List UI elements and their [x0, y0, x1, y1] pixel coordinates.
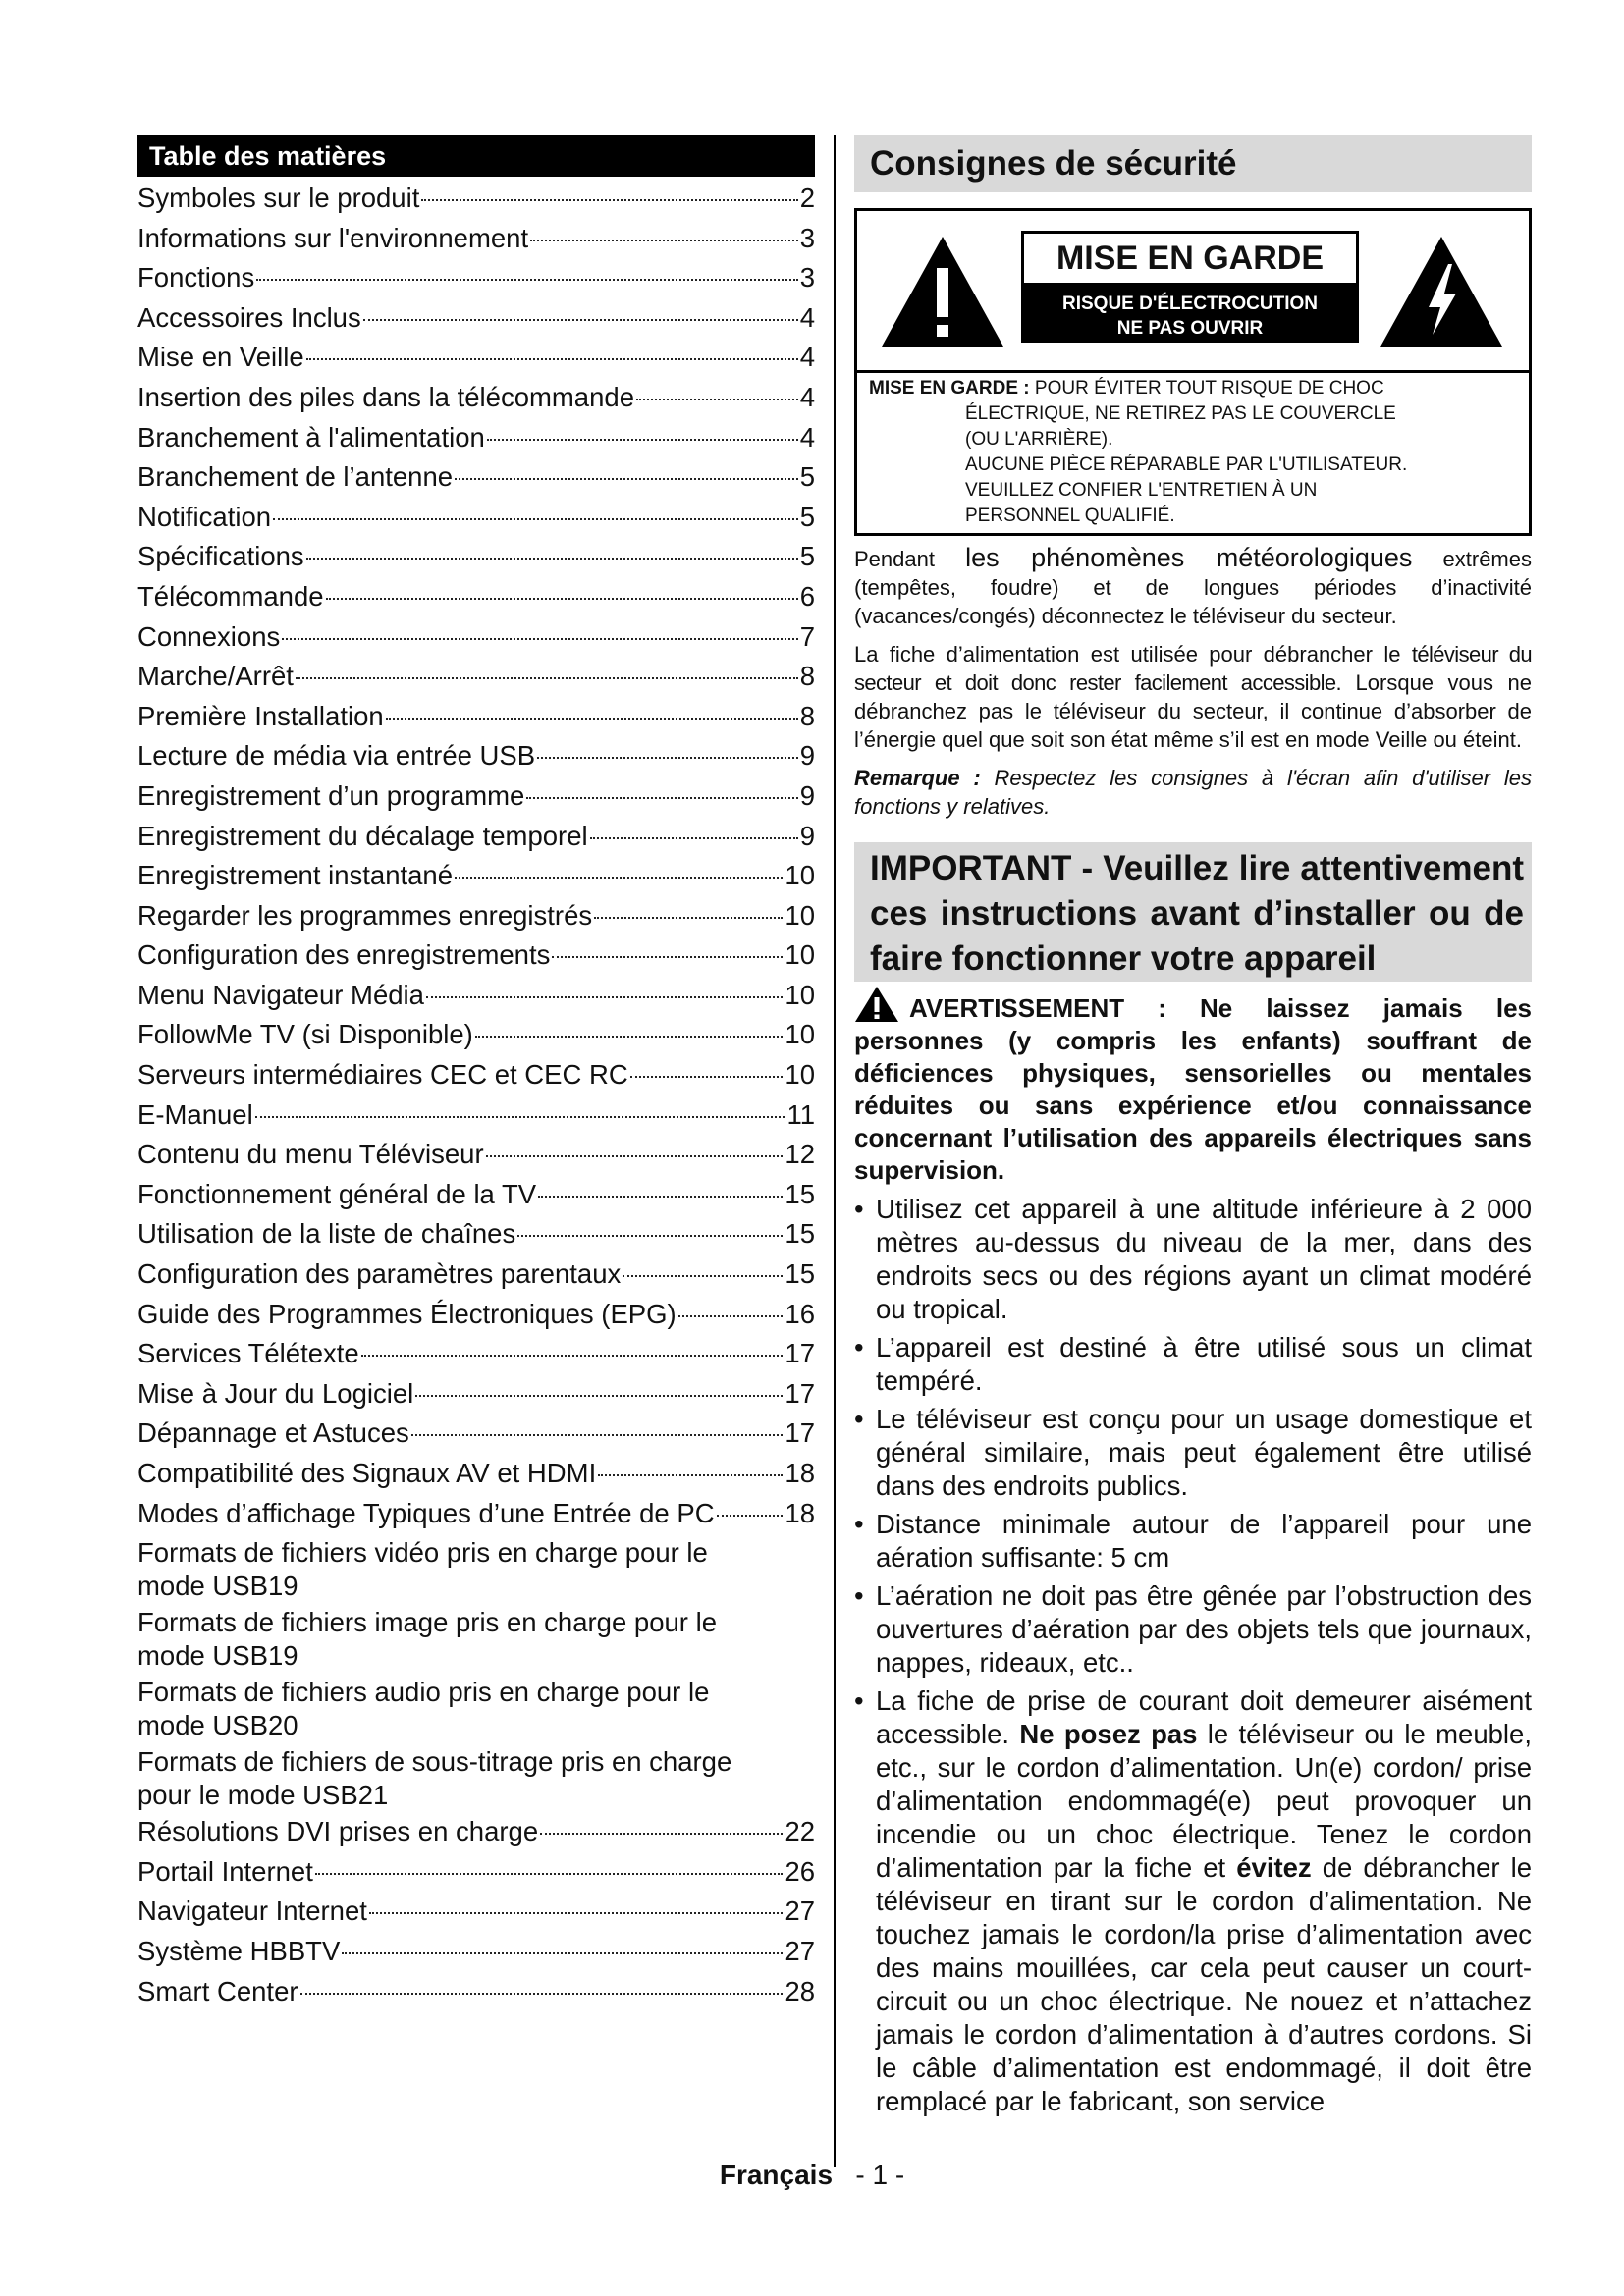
- toc-entry: [137, 736, 815, 776]
- plug-text-a: La fiche d’alimentation est utilisée pour débrancher le: [854, 642, 1412, 667]
- toc-entry-multiline: [137, 1745, 815, 1812]
- toc-leader-dots: [636, 399, 798, 400]
- toc-entry-page: 18: [785, 1458, 815, 1488]
- toc-entry: [137, 577, 815, 617]
- bullet-domestic-text: Le téléviseur est conçu pour un usage domestique et général similaire, mais peut également être utilisé dans des endroits publics.: [876, 1404, 1532, 1501]
- toc-title: Table des matières: [137, 135, 815, 177]
- safety-title: Consignes de sécurité: [854, 135, 1532, 192]
- toc-entry-page: 19: [267, 1571, 298, 1602]
- toc-entry-page: 5: [799, 461, 815, 493]
- toc-entry: [137, 1255, 815, 1295]
- toc-entry-multiline: [137, 1536, 815, 1603]
- plug-paragraph: [854, 640, 1532, 754]
- toc-entry: [137, 896, 815, 936]
- toc-entry: [137, 298, 815, 339]
- note-label: Remarque :: [854, 766, 981, 790]
- toc-leader-dots: [282, 638, 797, 640]
- toc-entry-title: Télécommande: [137, 580, 324, 612]
- weather-text-c: extrêmes (tempêtes, foudre) et de longues périodes d’inactivité (vacances/congés) déconnectez le téléviseur du secteur.: [854, 547, 1532, 628]
- toc-entry-title: Branchement à l'alimentation: [137, 421, 485, 453]
- toc-leader-dots: [426, 996, 783, 998]
- toc-entry-title: Enregistrement instantané: [137, 860, 454, 891]
- footer-page-number: - 1 -: [855, 2160, 905, 2190]
- toc-entry-page: 3: [799, 222, 815, 253]
- toc-entry: [137, 976, 815, 1016]
- bullet-domestic: • Le téléviseur est conçu pour un usage domestique et général similaire, mais peut également être utilisé dans des endroits publics.: [854, 1404, 1532, 1501]
- toc-entry-title: Enregistrement du décalage temporel: [137, 820, 588, 851]
- toc-entry-title: Compatibilité des Signaux AV et HDMI: [137, 1458, 597, 1488]
- toc-entry: [137, 1135, 815, 1175]
- bullet-ventilation-text: L’aération ne doit pas être gênée par l’obstruction des ouvertures d’aération par des objets tels que journaux, nappes, rideaux, etc..: [876, 1580, 1532, 1678]
- toc-entry-page: 21: [357, 1780, 389, 1811]
- caution-line4: AUCUNE PIÈCE RÉPARABLE PAR L'UTILISATEUR.: [965, 454, 1408, 475]
- toc-entry: [137, 1852, 815, 1893]
- bullet-distance-text: Distance minimale autour de l’appareil pour une aération suffisante: 5 cm: [876, 1509, 1532, 1573]
- toc-leader-dots: [526, 797, 797, 799]
- toc-entry-page: 11: [786, 1098, 815, 1130]
- toc-entry-page: 15: [785, 1218, 815, 1250]
- important-heading: IMPORTANT - Veuillez lire attentivement ces instructions avant d’installer ou de faire fonctionner votre appareil: [854, 842, 1532, 982]
- toc-leader-dots: [590, 837, 798, 839]
- toc-entry: [137, 1972, 815, 2012]
- toc-entry: [137, 617, 815, 658]
- toc-leader-dots: [411, 1434, 784, 1436]
- toc-entry-page: 9: [799, 740, 815, 772]
- lightning-warning-icon: [1378, 233, 1505, 350]
- toc-leader-dots: [475, 1036, 784, 1038]
- toc-leader-dots: [369, 1912, 784, 1914]
- toc-entry-title: Première Installation: [137, 700, 384, 731]
- toc-entry-title-line1: Formats de fichiers audio pris en charge pour le: [137, 1677, 710, 1708]
- page-footer: [0, 2156, 1624, 2195]
- toc-leader-dots: [342, 1952, 783, 1954]
- toc-leader-dots: [486, 1155, 784, 1157]
- bullet-power-text-e: de débrancher le téléviseur en tirant sur le cordon d’alimentation. Ne touchez jamais le cordon/la prise d’alimentation avec des mains mouillées, car cela peut causer un court-circuit ou un choc électrique. Ne nouez et n’attachez jamais le cordon d’alimentation à d’autres cordons. Si le câble d’alimentation est endommagé, il doit être remplacé par le fabricant, son service: [876, 1852, 1533, 2116]
- toc-leader-dots: [678, 1315, 784, 1317]
- toc-entry: [137, 1639, 815, 1673]
- toc-entry-title-line1: Formats de fichiers image pris en charge pour le: [137, 1607, 717, 1638]
- exclamation-warning-icon: [879, 233, 1006, 350]
- bullet-distance: • Distance minimale autour de l’appareil pour une aération suffisante: 5 cm: [854, 1509, 1532, 1573]
- bullet-power-cord: • La fiche de prise de courant doit demeurer aisément accessible. Ne posez pas le téléviseur ou le meuble, etc., sur le cordon d’alimentation. Un(e) cordon/ prise d’alimentation endommagé(e) peut provoquer un incendie ou un choc électrique. Tenez le cordon d’alimentation par la fiche et évitez de débrancher le téléviseur en tirant sur le cordon d’alimentation. Ne touchez jamais le cordon/la prise d’alimentation avec des mains mouillées, car cela peut causer un court-circuit ou un choc électrique. Ne nouez et n’attachez jamais le cordon d’alimentation à d’autres cordons. Si le câble d’alimentation est endommagé, il doit être remplacé par le fabricant, son service: [854, 1685, 1533, 2116]
- toc-entry: [137, 697, 815, 737]
- toc-entry-page: 10: [785, 860, 815, 891]
- toc-entry: [137, 179, 815, 219]
- toc-entry-title: Symboles sur le produit: [137, 183, 420, 213]
- toc-entry-title: Connexions: [137, 620, 281, 652]
- toc-entry-title: Notification: [137, 501, 272, 532]
- toc-entry-title: Utilisation de la liste de chaînes: [137, 1218, 516, 1250]
- toc-leader-dots: [623, 1275, 783, 1277]
- toc-leader-dots: [361, 1355, 784, 1357]
- toc-entry-page: 22: [785, 1816, 815, 1847]
- column-divider: [834, 135, 836, 2167]
- toc-leader-dots: [538, 1196, 783, 1198]
- toc-entry-page: 10: [785, 939, 815, 971]
- caution-line5: VEUILLEZ CONFIER L'ENTRETIEN À UN: [965, 480, 1318, 501]
- toc-entry-title: Accessoires Inclus: [137, 301, 361, 333]
- caution-box-top: [857, 211, 1529, 373]
- toc-entry-title: Modes d’affichage Typiques d’une Entrée de PC: [137, 1497, 715, 1528]
- bullet-climate: • L’appareil est destiné à être utilisé sous un climat tempéré.: [854, 1332, 1532, 1396]
- toc-entry-page: 10: [785, 1059, 815, 1091]
- toc-entry-title: Fonctions: [137, 262, 255, 294]
- toc-leader-dots: [717, 1515, 784, 1517]
- toc-entry: [137, 537, 815, 577]
- caution-text: [869, 376, 1517, 529]
- toc-entry-title: Lecture de média via entrée USB: [137, 740, 536, 772]
- bullet-altitude-text: Utilisez cet appareil à une altitude inférieure à 2 000 mètres au-dessus du niveau de la mer, dans des endroits secs ou des régions ayant un climat modéré ou tropical.: [876, 1194, 1532, 1324]
- bullet-power-text-b: Ne posez pas: [1019, 1719, 1198, 1749]
- toc-entry-title: Navigateur Internet: [137, 1896, 367, 1927]
- caution-sub-line2: NE PAS OUVRIR: [1116, 318, 1264, 339]
- toc-entry-page: 5: [799, 501, 815, 532]
- toc-leader-dots: [630, 1076, 784, 1078]
- toc-entry: [137, 1015, 815, 1055]
- toc-entry-page: 7: [799, 620, 815, 652]
- note-text: Respectez les consignes à l'écran afin d'utiliser les fonctions y relatives.: [854, 766, 1532, 819]
- weather-text-a: Pendant: [854, 547, 966, 571]
- toc-entry-page: 20: [267, 1710, 298, 1741]
- toc-entry-page: 17: [785, 1417, 815, 1449]
- toc-entry-page: 4: [799, 342, 815, 373]
- toc-leader-dots: [306, 558, 798, 560]
- toc-entry-page: 12: [785, 1139, 815, 1170]
- toc-entry: [137, 258, 815, 298]
- toc-entry: [137, 1334, 815, 1374]
- toc-entry: [137, 338, 815, 378]
- toc-entry: [137, 1055, 815, 1095]
- toc-entry-page: 6: [799, 580, 815, 612]
- toc-entry-page: 9: [799, 779, 815, 811]
- warning-paragraph: [854, 986, 1532, 1187]
- warning-text: AVERTISSEMENT : Ne laissez jamais les personnes (y compris les enfants) souffrant de déficiences physiques, sensorielles ou mentales réduites ou sans expérience et/ou connaissance concernant l’utilisation des appareils électriques sans supervision.: [854, 993, 1532, 1185]
- toc-leader-dots: [530, 240, 798, 241]
- safety-column: [854, 135, 1532, 2123]
- toc-entry: [137, 219, 815, 259]
- toc-entry-title: Enregistrement d’un programme: [137, 779, 525, 811]
- toc-leader-dots: [455, 478, 798, 480]
- toc-entry: [137, 1779, 815, 1812]
- toc-leader-dots: [326, 598, 798, 600]
- bullet-altitude: • Utilisez cet appareil à une altitude inférieure à 2 000 mètres au-dessus du niveau de la mer, dans des endroits secs ou des régions ayant un climat modéré ou tropical.: [854, 1194, 1532, 1324]
- toc-leader-dots: [415, 1395, 783, 1397]
- toc-leader-dots: [255, 1116, 785, 1118]
- note-paragraph: [854, 764, 1532, 821]
- toc-leader-dots: [386, 718, 798, 720]
- caution-line1: POUR ÉVITER TOUT RISQUE DE CHOC: [1029, 378, 1384, 399]
- toc-entry-title: Branchement de l’antenne: [137, 461, 454, 493]
- toc-entry-page: 17: [785, 1377, 815, 1409]
- toc-entry: [137, 935, 815, 976]
- toc-entry-page: 8: [799, 661, 815, 692]
- toc-entry-page: 5: [799, 541, 815, 572]
- toc-entry-title: Configuration des enregistrements: [137, 939, 551, 971]
- toc-entry: [137, 1570, 815, 1603]
- toc-entry-page: 10: [785, 979, 815, 1010]
- toc-entry-title: pour le mode USB: [137, 1780, 358, 1811]
- toc-leader-dots: [537, 757, 798, 759]
- toc-entry: [137, 418, 815, 458]
- warning-triangle-icon: [854, 986, 899, 1023]
- toc-entry-multiline: [137, 1606, 815, 1673]
- caution-subheading: [1021, 286, 1359, 343]
- toc-entry-page: 28: [785, 1975, 815, 2006]
- toc-leader-dots: [256, 279, 797, 281]
- toc-leader-dots: [315, 1873, 784, 1875]
- toc-entry-title: Services Télétexte: [137, 1338, 359, 1369]
- toc-entry-title: Système HBBTV: [137, 1935, 341, 1966]
- toc-entry-page: 15: [785, 1178, 815, 1209]
- toc-entry-title: Serveurs intermédiaires CEC et CEC RC: [137, 1059, 628, 1091]
- toc-entry: [137, 457, 815, 498]
- toc-entry-page: 4: [799, 301, 815, 333]
- toc-entry-title: Résolutions DVI prises en charge: [137, 1816, 539, 1847]
- toc-entry-title: Smart Center: [137, 1975, 298, 2006]
- toc-entry-title: FollowMe TV (si Disponible): [137, 1019, 473, 1050]
- toc-leader-dots: [421, 199, 797, 201]
- toc-leader-dots: [487, 439, 798, 441]
- caution-line6: PERSONNEL QUALIFIÉ.: [965, 506, 1175, 526]
- bullet-ventilation: • L’aération ne doit pas être gênée par l’obstruction des ouvertures d’aération par des objets tels que journaux, nappes, rideaux, etc..: [854, 1580, 1532, 1678]
- toc-entry-page: 17: [785, 1338, 815, 1369]
- toc-entry-page: 27: [785, 1935, 815, 1966]
- toc-entry: [137, 776, 815, 817]
- toc-entry-title: mode USB: [137, 1640, 268, 1672]
- table-of-contents: [137, 135, 815, 2011]
- toc-entry-title-line1: Formats de fichiers vidéo pris en charge pour le: [137, 1537, 708, 1569]
- weather-paragraph: [854, 544, 1532, 630]
- toc-leader-dots: [517, 1235, 783, 1237]
- bullet-climate-text: L’appareil est destiné à être utilisé sous un climat tempéré.: [876, 1332, 1532, 1396]
- toc-entry-title: Portail Internet: [137, 1855, 313, 1887]
- toc-entry-page: 9: [799, 820, 815, 851]
- toc-entry: [137, 1454, 815, 1494]
- toc-entry: [137, 498, 815, 538]
- toc-entry-page: 4: [799, 381, 815, 412]
- bullet-power-text-c: le téléviseur ou le meuble, etc., sur le cordon d’alimentation. Un(e) cordon/ prise d’alimentation endommagé(e) peut provoquer un incendie ou un choc électrique. Tenez le cordon d’alimentation par la fiche et: [876, 1719, 1532, 1883]
- toc-entry-page: 10: [785, 899, 815, 931]
- toc-entry: [137, 1295, 815, 1335]
- toc-entry-title: Menu Navigateur Média: [137, 979, 424, 1010]
- toc-entry: [137, 657, 815, 697]
- toc-entry: [137, 1812, 815, 1852]
- toc-leader-dots: [598, 1474, 783, 1476]
- toc-entry: [137, 378, 815, 418]
- plug-text-c: Lorsque vous ne débranchez pas le téléviseur du secteur, il continue d’absorber de l’énergie quel que soit son état même s’il est en mode Veille ou éteint.: [854, 670, 1532, 752]
- toc-entry-title: E-Manuel: [137, 1098, 253, 1130]
- safety-bullets: [854, 1193, 1532, 2118]
- toc-entry-page: 16: [785, 1298, 815, 1329]
- toc-leader-dots: [300, 1993, 784, 1995]
- toc-entry-page: 15: [785, 1258, 815, 1290]
- toc-entry: [137, 1175, 815, 1215]
- toc-entry-multiline: [137, 1676, 815, 1742]
- toc-entry: [137, 1892, 815, 1932]
- toc-leader-dots: [455, 877, 783, 879]
- caution-sub-line1: RISQUE D'ÉLECTROCUTION: [1062, 294, 1318, 314]
- toc-leader-dots: [552, 956, 783, 958]
- toc-entry-page: 18: [785, 1497, 815, 1528]
- toc-entry: [137, 856, 815, 896]
- toc-entry-page: 27: [785, 1896, 815, 1927]
- toc-entry-page: 3: [799, 262, 815, 294]
- toc-entry: [137, 1095, 815, 1136]
- toc-entry: [137, 1214, 815, 1255]
- toc-entry-page: 26: [785, 1855, 815, 1887]
- toc-entry: [137, 1932, 815, 1972]
- toc-leader-dots: [296, 677, 798, 679]
- bullet-power-text-a: La fiche de prise de courant doit demeurer aisément accessible.: [876, 1685, 1532, 1749]
- plug-text-b: téléviseur du secteur et doit donc rester facilement accessible.: [854, 642, 1532, 695]
- toc-entry-page: 8: [799, 700, 815, 731]
- toc-entry-title: Informations sur l'environnement: [137, 222, 529, 253]
- toc-entry-title: Dépannage et Astuces: [137, 1417, 409, 1449]
- toc-entry-title: Marche/Arrêt: [137, 661, 294, 692]
- footer-language: Français: [719, 2160, 834, 2190]
- toc-entry-title: Fonctionnement général de la TV: [137, 1178, 537, 1209]
- caution-line2: ÉLECTRIQUE, NE RETIREZ PAS LE COUVERCLE: [965, 403, 1396, 424]
- toc-entry-title: Guide des Programmes Électroniques (EPG): [137, 1298, 677, 1329]
- toc-entry-title: Configuration des paramètres parentaux: [137, 1258, 622, 1290]
- toc-entry-title: Mise à Jour du Logiciel: [137, 1377, 414, 1409]
- toc-entry-page: 19: [267, 1640, 298, 1672]
- toc-entry-page: 2: [799, 183, 815, 213]
- toc-leader-dots: [540, 1833, 783, 1835]
- toc-leader-dots: [363, 319, 798, 321]
- toc-entry: [137, 1374, 815, 1415]
- toc-entry-title: Contenu du menu Téléviseur: [137, 1139, 484, 1170]
- toc-entry-title: mode USB: [137, 1710, 268, 1741]
- caution-label: MISE EN GARDE :: [869, 378, 1030, 399]
- bullet-power-text-d: évitez: [1236, 1852, 1312, 1883]
- toc-entry-title: Mise en Veille: [137, 342, 304, 373]
- toc-entry-title: mode USB: [137, 1571, 268, 1602]
- toc-entry: [137, 817, 815, 857]
- toc-entry-title: Regarder les programmes enregistrés: [137, 899, 593, 931]
- toc-entry-title: Spécifications: [137, 541, 304, 572]
- toc-leader-dots: [306, 358, 798, 360]
- toc-leader-dots: [594, 917, 783, 919]
- toc-entry-title: Insertion des piles dans la télécommande: [137, 381, 634, 412]
- toc-entry: [137, 1709, 815, 1742]
- caution-box: [854, 208, 1532, 536]
- toc-entry: [137, 1414, 815, 1454]
- caution-heading: MISE EN GARDE: [1021, 231, 1359, 286]
- toc-entry: [137, 1494, 815, 1534]
- toc-leader-dots: [273, 518, 798, 520]
- toc-entry-page: 4: [799, 421, 815, 453]
- caution-line3: (OU L'ARRIÈRE).: [965, 429, 1113, 450]
- toc-list: [137, 179, 815, 2011]
- toc-entry-page: 10: [785, 1019, 815, 1050]
- weather-text-b: les phénomènes météorologiques: [965, 543, 1413, 572]
- toc-entry-title-line1: Formats de fichiers de sous-titrage pris en charge: [137, 1746, 732, 1778]
